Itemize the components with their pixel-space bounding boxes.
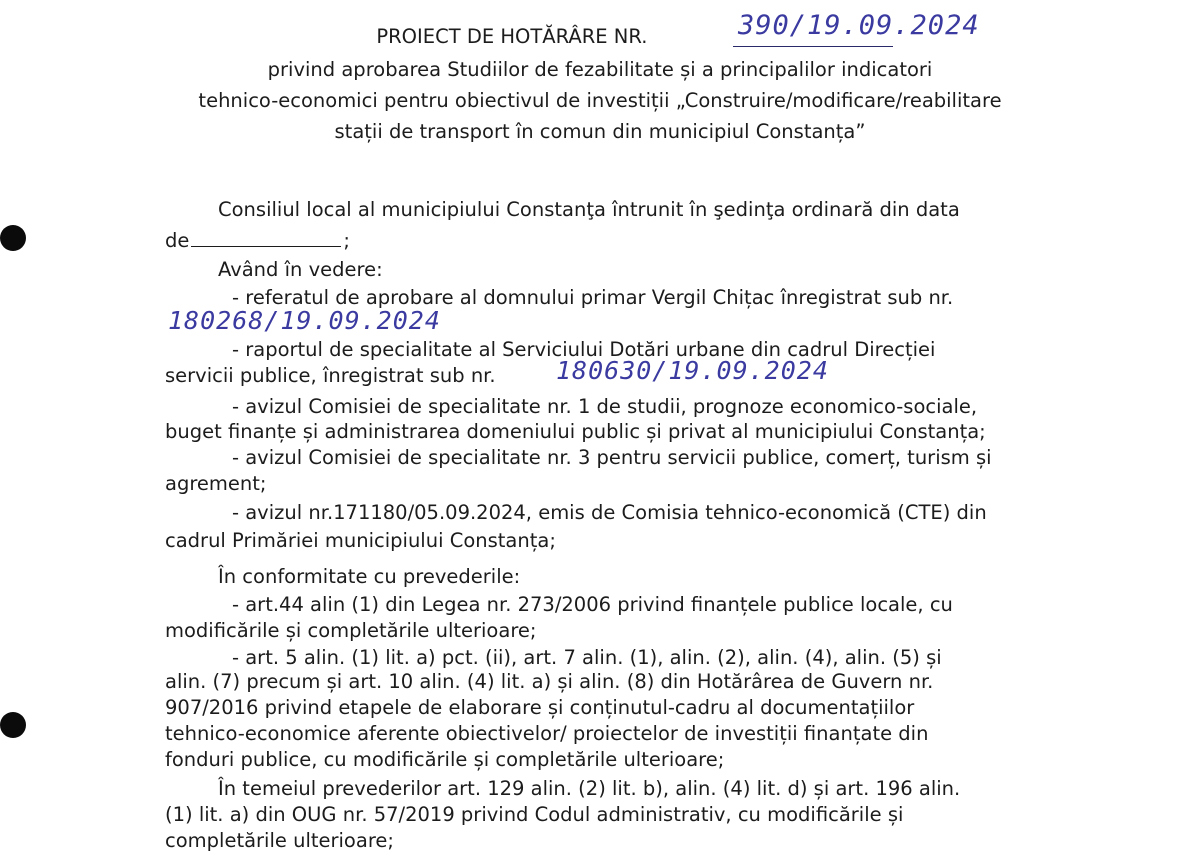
referat-line-1: - referatul de aprobare al domnului primar Vergil Chițac înregistrat sub nr. — [232, 286, 954, 309]
subtitle-line-2: tehnico-economici pentru obiectivul de investiții „Construire/modificare/reabilitare — [198, 89, 1002, 112]
handwritten-raport-number: 180630/19.09.2024 — [556, 356, 829, 385]
aviz-comisia-1-line-1: - avizul Comisiei de specialitate nr. 1 de studii, prognoze economico-sociale, — [232, 395, 978, 418]
document-title — [0, 22, 1200, 52]
date-suffix: ; — [343, 229, 350, 252]
council-paragraph-line-2 — [165, 228, 350, 252]
art5-line-4: tehnico-economice aferente obiectivelor/ proiectelor de investiții finanțate din — [165, 722, 929, 745]
handwritten-project-number: 390/19.09.2024 — [738, 10, 980, 41]
punch-hole-top — [0, 225, 26, 251]
avand-heading: Având în vedere: — [218, 258, 383, 281]
temei-line-1: În temeiul prevederilor art. 129 alin. (2) lit. b), alin. (4) lit. d) și art. 196 alin. — [218, 777, 961, 800]
temei-line-2: (1) lit. a) din OUG nr. 57/2019 privind Codul administrativ, cu modificările și — [165, 803, 904, 826]
date-prefix: de — [165, 229, 190, 252]
art44-line-2: modificările și completările ulterioare; — [165, 619, 537, 642]
date-blank-field — [191, 228, 341, 247]
punch-hole-bottom — [0, 712, 26, 738]
art5-line-5: fonduri publice, cu modificările și completările ulterioare; — [165, 748, 725, 771]
raport-line-1: - raportul de specialitate al Serviciului Dotări urbane din cadrul Direcției — [232, 338, 936, 361]
art44-line-1: - art.44 alin (1) din Legea nr. 273/2006 privind finanțele publice locale, cu — [232, 593, 953, 616]
temei-line-3: completările ulterioare; — [165, 829, 394, 852]
aviz-comisia-3-line-2: agrement; — [165, 472, 267, 495]
conformitate-heading: În conformitate cu prevederile: — [218, 565, 521, 588]
raport-line-2: servicii publice, înregistrat sub nr. — [165, 364, 496, 387]
aviz-cte-line-1: - avizul nr.171180/05.09.2024, emis de Comisia tehnico-economică (CTE) din — [232, 501, 987, 524]
subtitle-line-3: stații de transport în comun din municipiul Constanța” — [334, 120, 866, 143]
aviz-comisia-3-line-1: - avizul Comisiei de specialitate nr. 3 pentru servicii publice, comerț, turism și — [232, 446, 992, 469]
handwritten-referat-number: 180268/19.09.2024 — [168, 306, 441, 335]
council-paragraph-line-1: Consiliul local al municipiului Constanţa întrunit în şedinţa ordinară din data — [218, 198, 960, 221]
aviz-cte-line-2: cadrul Primăriei municipiului Constanța; — [165, 529, 556, 552]
title-underline — [733, 46, 893, 47]
art5-line-2: alin. (7) precum și art. 10 alin. (4) lit. a) și alin. (8) din Hotărârea de Guvern nr. — [165, 670, 934, 693]
aviz-comisia-1-line-2: buget finanțe și administrarea domeniului public și privat al municipiului Constanța; — [165, 420, 986, 443]
art5-line-3: 907/2016 privind etapele de elaborare și conținutul-cadru al documentațiilor — [165, 696, 915, 719]
title-prefix: PROIECT DE HOTĂRÂRE NR. — [376, 25, 648, 48]
art5-line-1: - art. 5 alin. (1) lit. a) pct. (ii), art. 7 alin. (1), alin. (2), alin. (4), alin. (5) și — [232, 646, 942, 669]
subtitle-line-1: privind aprobarea Studiilor de fezabilitate și a principalilor indicatori — [267, 58, 933, 81]
